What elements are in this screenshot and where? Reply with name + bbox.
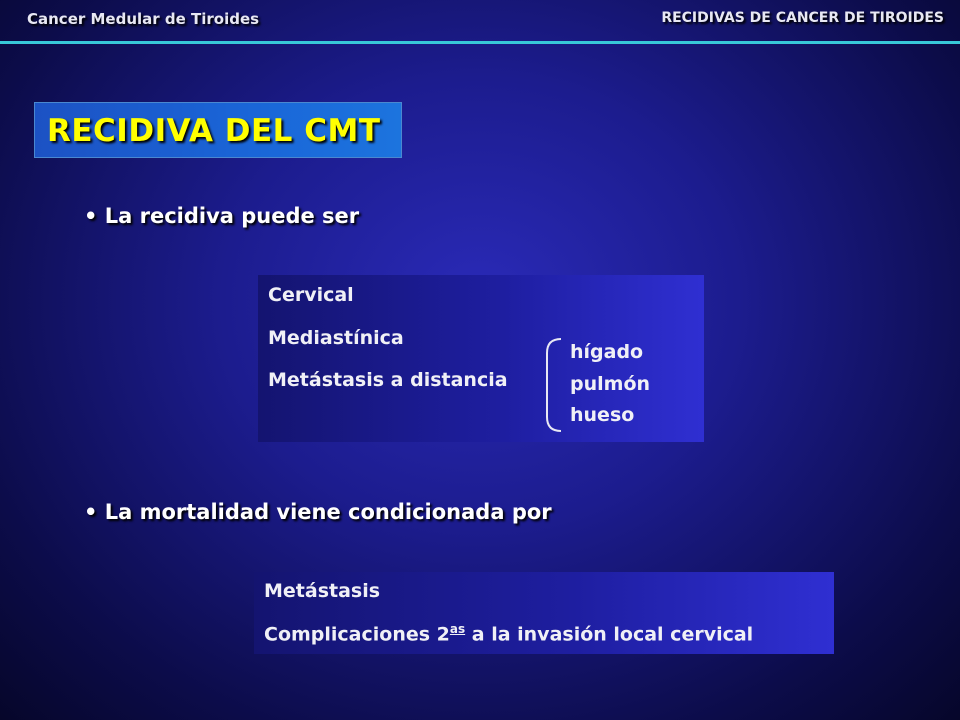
slide-title-box [34, 102, 402, 158]
bullet-mortality: • La mortalidad viene condicionada por [84, 500, 552, 524]
header-divider [0, 41, 960, 44]
bracket-icon [541, 337, 565, 433]
recurrence-type-distant: Metástasis a distancia [268, 369, 508, 391]
bullet-recurrence: • La recidiva puede ser [84, 204, 360, 228]
distant-site-bone: hueso [570, 404, 635, 426]
distant-site-lung: pulmón [570, 373, 651, 395]
recurrence-type-mediastinal: Mediastínica [268, 327, 404, 349]
header-right-title: RECIDIVAS DE CANCER DE TIROIDES [661, 10, 944, 26]
recurrence-type-cervical: Cervical [268, 284, 354, 306]
mortality-factors-box [254, 572, 834, 654]
complications-prefix: Complicaciones 2 [264, 623, 450, 646]
recurrence-types-box [258, 275, 704, 442]
complications-superscript: as [449, 622, 466, 636]
header-left-title: Cancer Medular de Tiroides [27, 10, 260, 28]
distant-site-liver: hígado [570, 341, 644, 363]
slide-title: RECIDIVA DEL CMT [47, 113, 381, 149]
mortality-factor-complications [264, 622, 753, 645]
mortality-factor-metastasis: Metástasis [264, 580, 381, 602]
complications-suffix: a la invasión local cervical [465, 623, 754, 646]
